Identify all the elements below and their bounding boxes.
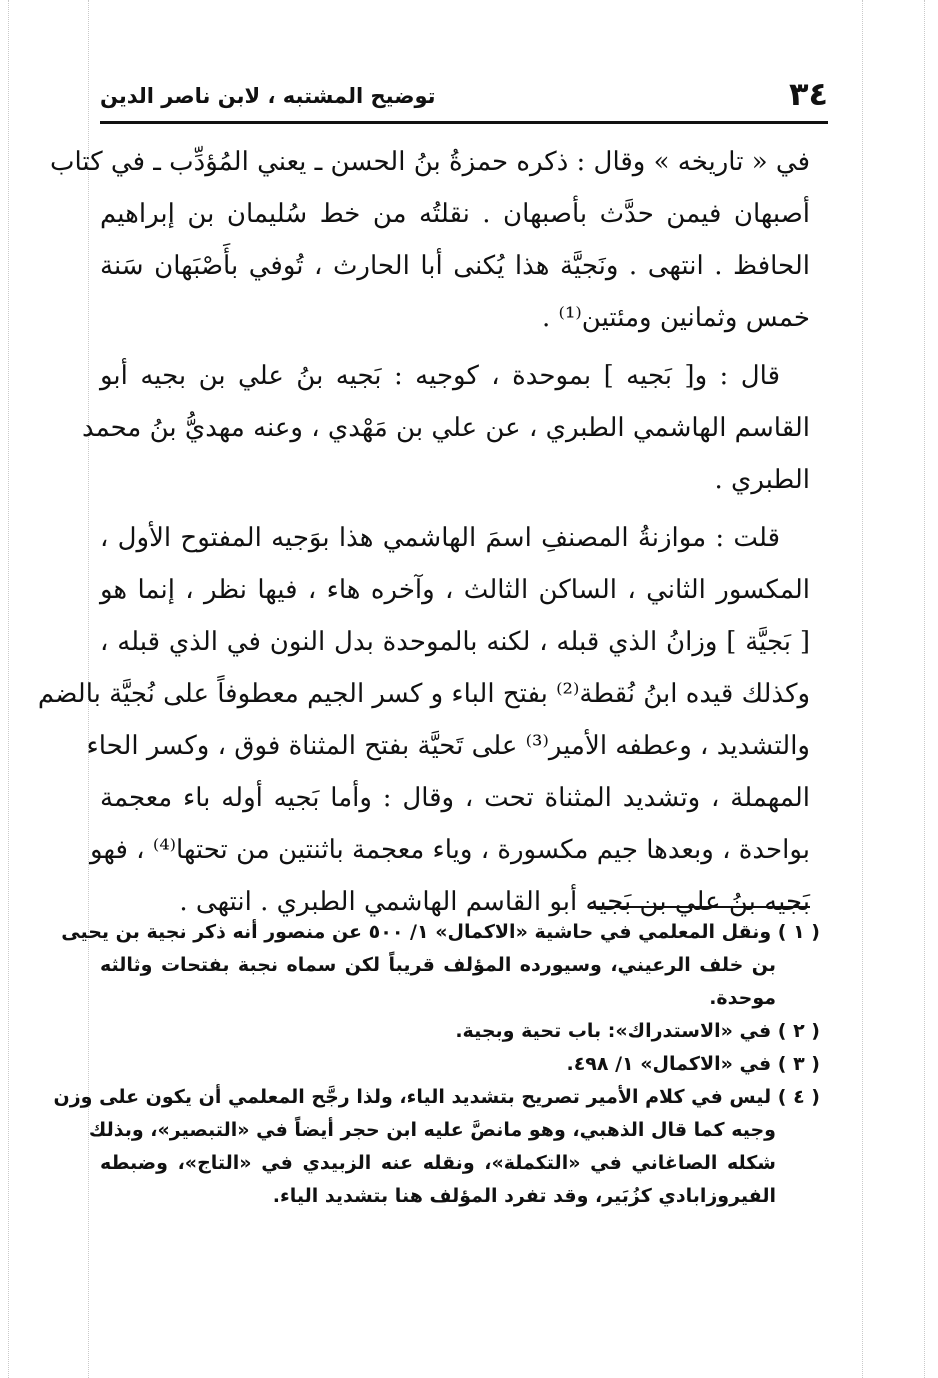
footnotes [53, 916, 820, 1213]
text-line: وكذلك قيده ابنُ نُقطة⁽²⁾ بفتح الباء و كسر الجيم معطوفاً على نُجيَّة بالضم [37, 679, 810, 709]
footnote-line: ( ٤ ) ليس في كلام الأمير تصريح بتشديد الياء، ولذا رجَّح المعلمي أن يكون على وزن [53, 1086, 820, 1108]
text-line: خمس وثمانين ومئتين⁽¹⁾ . [542, 303, 810, 333]
text-line: في « تاريخه » وقال : ذكره حمزةُ بنُ الحسن ـ يعني المُؤدِّب ـ في كتاب [50, 147, 810, 177]
text-line: قلت : موازنةُ المصنفِ اسمَ الهاشمي هذا بوَجيه المفتوح الأول ، [100, 523, 780, 553]
text-line: القاسم الهاشمي الطبري ، عن علي بن مَهْدي ، وعنه مهديُّ بنُ محمد [81, 413, 810, 443]
text-line: والتشديد ، وعطفه الأمير⁽³⁾ على تَحيَّة بفتح المثناة فوق ، وكسر الحاء [86, 731, 810, 761]
text-line: بَجيه بنُ علي بن بَجيه أبو القاسم الهاشمي الطبري . انتهى . [179, 887, 810, 917]
text-line: الحافظ . انتهى . ونَجيَّة هذا يُكنى أبا الحارث ، تُوفي بأَصْبَهان سَنة [100, 251, 810, 281]
scan-guide-line [8, 0, 9, 1378]
text-line: المهملة ، وتشديد المثناة تحت ، وقال : وأما بَجيه أوله باء معجمة [100, 783, 810, 813]
footnote-line: ( ٢ ) في «الاستدراك»: باب تحية وبجية. [455, 1020, 820, 1042]
footnote-line: بن خلف الرعيني، وسيورده المؤلف قريباً لكن سماه نجبة بفتحات وثالثه [100, 954, 776, 976]
footnote-rule [590, 906, 810, 908]
footnote-line: وجيه كما قال الذهبي، وهو مانصَّ عليه ابن حجر أيضاً في «التبصير»، وبذلك [88, 1119, 776, 1141]
footnote-line: ( ١ ) ونقل المعلمي في حاشية «الاكمال» ١/ ٥٠٠ عن منصور أنه ذكر نجية بن يحيى [61, 921, 820, 943]
text-line: [ بَجيَّة ] وزانُ الذي قبله ، لكنه بالموحدة بدل النون في الذي قبله ، [100, 627, 810, 657]
footnote-line: موحدة. [709, 987, 776, 1009]
page-number: ٣٤ [788, 75, 828, 113]
footnote-line: الفيروزابادي كزُبَير، وقد تفرد المؤلف هنا بتشديد الياء. [272, 1185, 776, 1207]
scan-guide-line [924, 0, 925, 1378]
text-line: أصبهان فيمن حدَّث بأصبهان . نقلتُه من خط سُليمان بن إبراهيم [100, 199, 810, 229]
running-title: توضيح المشتبه ، لابن ناصر الدين [100, 84, 436, 108]
header-rule [100, 121, 828, 124]
scan-guide-line [862, 0, 863, 1378]
text-line: المكسور الثاني ، الساكن الثالث ، وآخره هاء ، فيها نظر ، إنما هو [100, 575, 810, 605]
footnote-line: ( ٣ ) في «الاكمال» ١/ ٤٩٨. [566, 1053, 820, 1075]
main-text [37, 136, 810, 928]
text-line: الطبري . [714, 465, 810, 495]
text-line: بواحدة ، وبعدها جيم مكسورة ، وياء معجمة باثنتين من تحتها⁽⁴⁾ ، فهو [90, 835, 810, 865]
page-header [100, 74, 828, 118]
footnote-line: شكله الصاغاني في «التكملة»، ونقله عنه الزبيدي في «التاج»، وضبطه [100, 1152, 776, 1174]
text-line: قال : و[ بَجيه ] بموحدة ، كوجيه : بَجيه بنُ علي بن بجيه أبو [100, 361, 780, 391]
